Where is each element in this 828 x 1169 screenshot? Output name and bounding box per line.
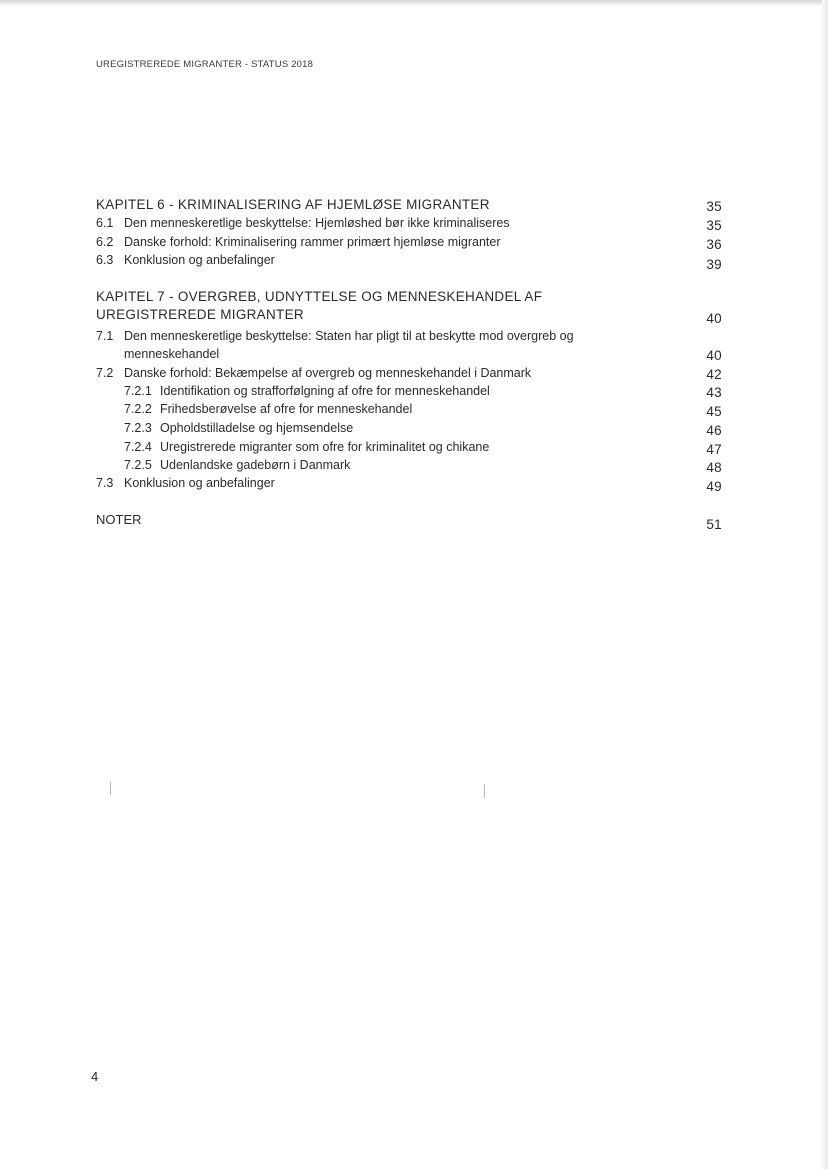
subsection-title: Uregistrerede migranter som ofre for kriminalitet og chikane bbox=[160, 440, 490, 454]
toc-chapter-6[interactable] bbox=[0, 196, 828, 214]
chapter-heading-line-2: UREGISTREREDE MIGRANTER bbox=[96, 307, 304, 322]
toc-notes[interactable] bbox=[0, 511, 828, 532]
page-folio: 4 bbox=[91, 1069, 99, 1084]
page-number: 39 bbox=[706, 257, 722, 272]
page-number: 49 bbox=[706, 479, 722, 494]
notes-heading: NOTER bbox=[96, 512, 142, 527]
toc-subsection-7-2-5[interactable] bbox=[0, 456, 828, 474]
page-number: 46 bbox=[706, 423, 722, 438]
toc-subsection-7-2-1[interactable] bbox=[0, 382, 828, 400]
subsection-number: 7.2.1 bbox=[124, 384, 152, 398]
toc-section-7-3[interactable] bbox=[0, 474, 828, 492]
section-title-line-2: menneskehandel bbox=[124, 347, 220, 361]
section-title: Danske forhold: Bekæmpelse af overgreb og menneskehandel i Danmark bbox=[124, 366, 532, 380]
page-number: 40 bbox=[706, 311, 722, 326]
scan-artifact bbox=[484, 784, 485, 798]
page-number: 51 bbox=[706, 517, 722, 532]
subsection-number: 7.2.2 bbox=[124, 402, 152, 416]
section-number: 7.2 bbox=[96, 366, 114, 380]
scan-edge-right bbox=[822, 0, 828, 1169]
running-head: UREGISTREREDE MIGRANTER - STATUS 2018 bbox=[96, 59, 314, 70]
scan-edge-top bbox=[0, 0, 828, 5]
section-title: Konklusion og anbefalinger bbox=[124, 253, 275, 267]
subsection-title: Identifikation og strafforfølgning af ofre for menneskehandel bbox=[160, 384, 490, 398]
page-number: 42 bbox=[706, 367, 722, 382]
subsection-number: 7.2.3 bbox=[124, 421, 152, 435]
section-number: 6.3 bbox=[96, 253, 114, 267]
toc-chapter-7[interactable] bbox=[0, 288, 828, 306]
subsection-number: 7.2.4 bbox=[124, 440, 152, 454]
section-number: 7.3 bbox=[96, 476, 114, 490]
page-number: 40 bbox=[706, 348, 722, 363]
subsection-title: Opholdstilladelse og hjemsendelse bbox=[160, 421, 354, 435]
toc-subsection-7-2-2[interactable] bbox=[0, 400, 828, 418]
toc-section-6-1[interactable] bbox=[0, 214, 828, 232]
section-title: Danske forhold: Kriminalisering rammer primært hjemløse migranter bbox=[124, 235, 501, 249]
toc-section-7-2[interactable] bbox=[0, 364, 828, 382]
section-number: 6.1 bbox=[96, 216, 114, 230]
section-number: 6.2 bbox=[96, 235, 114, 249]
toc-section-7-1-cont[interactable] bbox=[0, 345, 828, 363]
page-number: 45 bbox=[706, 404, 722, 419]
section-title: Konklusion og anbefalinger bbox=[124, 476, 275, 490]
subsection-number: 7.2.5 bbox=[124, 458, 152, 472]
page-number: 47 bbox=[706, 442, 722, 457]
page-number: 35 bbox=[706, 218, 722, 233]
page-number: 35 bbox=[706, 199, 722, 214]
page-number: 36 bbox=[706, 237, 722, 252]
toc-subsection-7-2-4[interactable] bbox=[0, 438, 828, 456]
toc-section-6-3[interactable] bbox=[0, 251, 828, 272]
toc-subsection-7-2-3[interactable] bbox=[0, 419, 828, 437]
section-title-line-1: Den menneskeretlige beskyttelse: Staten har pligt til at beskytte mod overgreb og bbox=[124, 329, 574, 343]
toc-chapter-7-cont[interactable] bbox=[0, 306, 828, 324]
section-number: 7.1 bbox=[96, 329, 114, 343]
subsection-title: Frihedsberøvelse af ofre for menneskehandel bbox=[160, 402, 413, 416]
scan-artifact bbox=[110, 782, 111, 795]
page-number: 43 bbox=[706, 385, 722, 400]
page-number: 48 bbox=[706, 460, 722, 475]
toc-section-7-1[interactable] bbox=[0, 327, 828, 345]
subsection-title: Udenlandske gadebørn i Danmark bbox=[160, 458, 351, 472]
chapter-heading-line-1: KAPITEL 7 - OVERGREB, UDNYTTELSE OG MENNESKEHANDEL AF bbox=[96, 289, 543, 304]
chapter-heading: KAPITEL 6 - KRIMINALISERING AF HJEMLØSE MIGRANTER bbox=[96, 197, 490, 212]
section-title: Den menneskeretlige beskyttelse: Hjemløshed bør ikke kriminaliseres bbox=[124, 216, 510, 230]
toc-section-6-2[interactable] bbox=[0, 233, 828, 251]
